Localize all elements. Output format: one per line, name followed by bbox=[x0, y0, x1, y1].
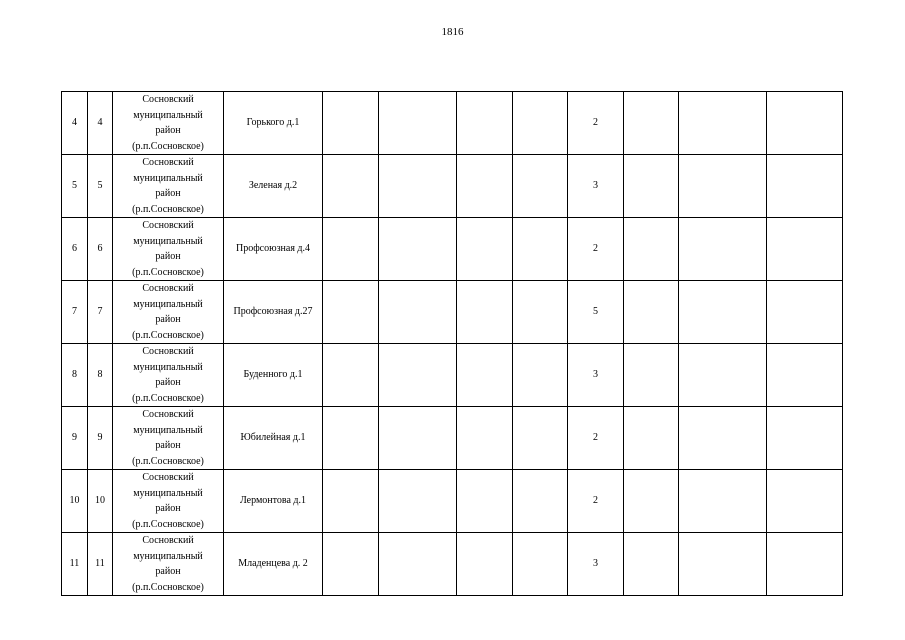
empty-cell bbox=[767, 344, 843, 407]
table-row bbox=[62, 218, 843, 281]
empty-cell bbox=[624, 281, 679, 344]
table-row bbox=[62, 344, 843, 407]
address-cell: Юбилейная д.1 bbox=[224, 407, 323, 470]
row-number-cell: 9 bbox=[62, 407, 88, 470]
district-line: Сосновский bbox=[142, 472, 194, 483]
empty-cell bbox=[379, 218, 457, 281]
empty-cell bbox=[767, 218, 843, 281]
empty-cell bbox=[323, 533, 379, 596]
empty-cell bbox=[679, 470, 767, 533]
district-line: муниципальный bbox=[133, 172, 203, 184]
empty-cell bbox=[457, 218, 513, 281]
empty-cell bbox=[379, 155, 457, 218]
empty-cell bbox=[457, 407, 513, 470]
district-cell bbox=[113, 344, 224, 407]
empty-cell bbox=[513, 92, 568, 155]
district-cell bbox=[113, 281, 224, 344]
district-line: Сосновский bbox=[142, 157, 194, 168]
table-row bbox=[62, 281, 843, 344]
row-number-cell: 5 bbox=[62, 155, 88, 218]
district-line: (р.п.Сосновское) bbox=[132, 518, 204, 530]
district-line: муниципальный bbox=[133, 361, 203, 373]
district-line: (р.п.Сосновское) bbox=[132, 581, 204, 593]
empty-cell bbox=[457, 155, 513, 218]
table-row bbox=[62, 92, 843, 155]
empty-cell bbox=[323, 470, 379, 533]
value-cell: 2 bbox=[568, 407, 624, 470]
empty-cell bbox=[767, 407, 843, 470]
empty-cell bbox=[457, 533, 513, 596]
row-index-cell: 9 bbox=[88, 407, 113, 470]
district-line: муниципальный bbox=[133, 487, 203, 499]
empty-cell bbox=[379, 344, 457, 407]
table-row bbox=[62, 533, 843, 596]
address-cell: Профсоюзная д.27 bbox=[224, 281, 323, 344]
district-line: (р.п.Сосновское) bbox=[132, 329, 204, 341]
district-line: (р.п.Сосновское) bbox=[132, 140, 204, 152]
empty-cell bbox=[767, 533, 843, 596]
empty-cell bbox=[679, 92, 767, 155]
empty-cell bbox=[457, 344, 513, 407]
district-line: муниципальный bbox=[133, 109, 203, 121]
empty-cell bbox=[513, 533, 568, 596]
district-cell bbox=[113, 218, 224, 281]
empty-cell bbox=[679, 407, 767, 470]
value-cell: 3 bbox=[568, 155, 624, 218]
district-line: (р.п.Сосновское) bbox=[132, 392, 204, 404]
row-number-cell: 8 bbox=[62, 344, 88, 407]
district-line: (р.п.Сосновское) bbox=[132, 455, 204, 467]
empty-cell bbox=[379, 407, 457, 470]
empty-cell bbox=[513, 155, 568, 218]
district-line: район bbox=[155, 251, 181, 262]
empty-cell bbox=[679, 281, 767, 344]
district-line: муниципальный bbox=[133, 550, 203, 562]
page-number: 1816 bbox=[441, 26, 464, 38]
table-body bbox=[62, 92, 843, 596]
district-line: район bbox=[155, 440, 181, 451]
empty-cell bbox=[513, 470, 568, 533]
value-cell: 3 bbox=[568, 533, 624, 596]
empty-cell bbox=[457, 470, 513, 533]
district-line: Сосновский bbox=[142, 220, 194, 231]
address-cell: Лермонтова д.1 bbox=[224, 470, 323, 533]
empty-cell bbox=[323, 407, 379, 470]
row-index-cell: 4 bbox=[88, 92, 113, 155]
row-number-cell: 11 bbox=[62, 533, 88, 596]
empty-cell bbox=[513, 407, 568, 470]
district-cell bbox=[113, 533, 224, 596]
district-line: (р.п.Сосновское) bbox=[132, 266, 204, 278]
empty-cell bbox=[624, 92, 679, 155]
district-line: Сосновский bbox=[142, 94, 194, 105]
address-cell: Зеленая д.2 bbox=[224, 155, 323, 218]
empty-cell bbox=[379, 470, 457, 533]
district-line: Сосновский bbox=[142, 409, 194, 420]
empty-cell bbox=[513, 344, 568, 407]
district-cell bbox=[113, 407, 224, 470]
district-line: район bbox=[155, 314, 181, 325]
value-cell: 2 bbox=[568, 218, 624, 281]
district-line: район bbox=[155, 503, 181, 514]
empty-cell bbox=[767, 155, 843, 218]
row-index-cell: 5 bbox=[88, 155, 113, 218]
empty-cell bbox=[323, 155, 379, 218]
district-line: район bbox=[155, 566, 181, 577]
value-cell: 3 bbox=[568, 344, 624, 407]
empty-cell bbox=[624, 533, 679, 596]
empty-cell bbox=[767, 281, 843, 344]
empty-cell bbox=[624, 344, 679, 407]
district-cell bbox=[113, 155, 224, 218]
district-line: муниципальный bbox=[133, 298, 203, 310]
empty-cell bbox=[457, 92, 513, 155]
empty-cell bbox=[323, 218, 379, 281]
row-index-cell: 8 bbox=[88, 344, 113, 407]
address-cell: Буденного д.1 bbox=[224, 344, 323, 407]
empty-cell bbox=[679, 533, 767, 596]
address-cell: Младенцева д. 2 bbox=[224, 533, 323, 596]
value-cell: 5 bbox=[568, 281, 624, 344]
table-row bbox=[62, 407, 843, 470]
row-number-cell: 10 bbox=[62, 470, 88, 533]
empty-cell bbox=[767, 92, 843, 155]
table-row bbox=[62, 155, 843, 218]
empty-cell bbox=[679, 344, 767, 407]
register-table bbox=[61, 91, 843, 596]
table-row bbox=[62, 470, 843, 533]
empty-cell bbox=[767, 470, 843, 533]
empty-cell bbox=[624, 218, 679, 281]
empty-cell bbox=[513, 281, 568, 344]
row-index-cell: 7 bbox=[88, 281, 113, 344]
empty-cell bbox=[379, 92, 457, 155]
row-index-cell: 6 bbox=[88, 218, 113, 281]
row-index-cell: 10 bbox=[88, 470, 113, 533]
empty-cell bbox=[457, 281, 513, 344]
district-line: муниципальный bbox=[133, 235, 203, 247]
address-cell: Профсоюзная д.4 bbox=[224, 218, 323, 281]
district-cell bbox=[113, 470, 224, 533]
empty-cell bbox=[323, 344, 379, 407]
empty-cell bbox=[379, 281, 457, 344]
district-line: район bbox=[155, 125, 181, 136]
empty-cell bbox=[323, 92, 379, 155]
address-cell: Горького д.1 bbox=[224, 92, 323, 155]
empty-cell bbox=[323, 281, 379, 344]
row-number-cell: 7 bbox=[62, 281, 88, 344]
empty-cell bbox=[679, 155, 767, 218]
empty-cell bbox=[624, 407, 679, 470]
district-line: (р.п.Сосновское) bbox=[132, 203, 204, 215]
empty-cell bbox=[513, 218, 568, 281]
empty-cell bbox=[379, 533, 457, 596]
empty-cell bbox=[624, 470, 679, 533]
value-cell: 2 bbox=[568, 92, 624, 155]
row-index-cell: 11 bbox=[88, 533, 113, 596]
district-cell bbox=[113, 92, 224, 155]
empty-cell bbox=[624, 155, 679, 218]
district-line: Сосновский bbox=[142, 283, 194, 294]
empty-cell bbox=[679, 218, 767, 281]
district-line: район bbox=[155, 377, 181, 388]
district-line: Сосновский bbox=[142, 535, 194, 546]
value-cell: 2 bbox=[568, 470, 624, 533]
district-line: район bbox=[155, 188, 181, 199]
district-line: муниципальный bbox=[133, 424, 203, 436]
row-number-cell: 4 bbox=[62, 92, 88, 155]
row-number-cell: 6 bbox=[62, 218, 88, 281]
district-line: Сосновский bbox=[142, 346, 194, 357]
